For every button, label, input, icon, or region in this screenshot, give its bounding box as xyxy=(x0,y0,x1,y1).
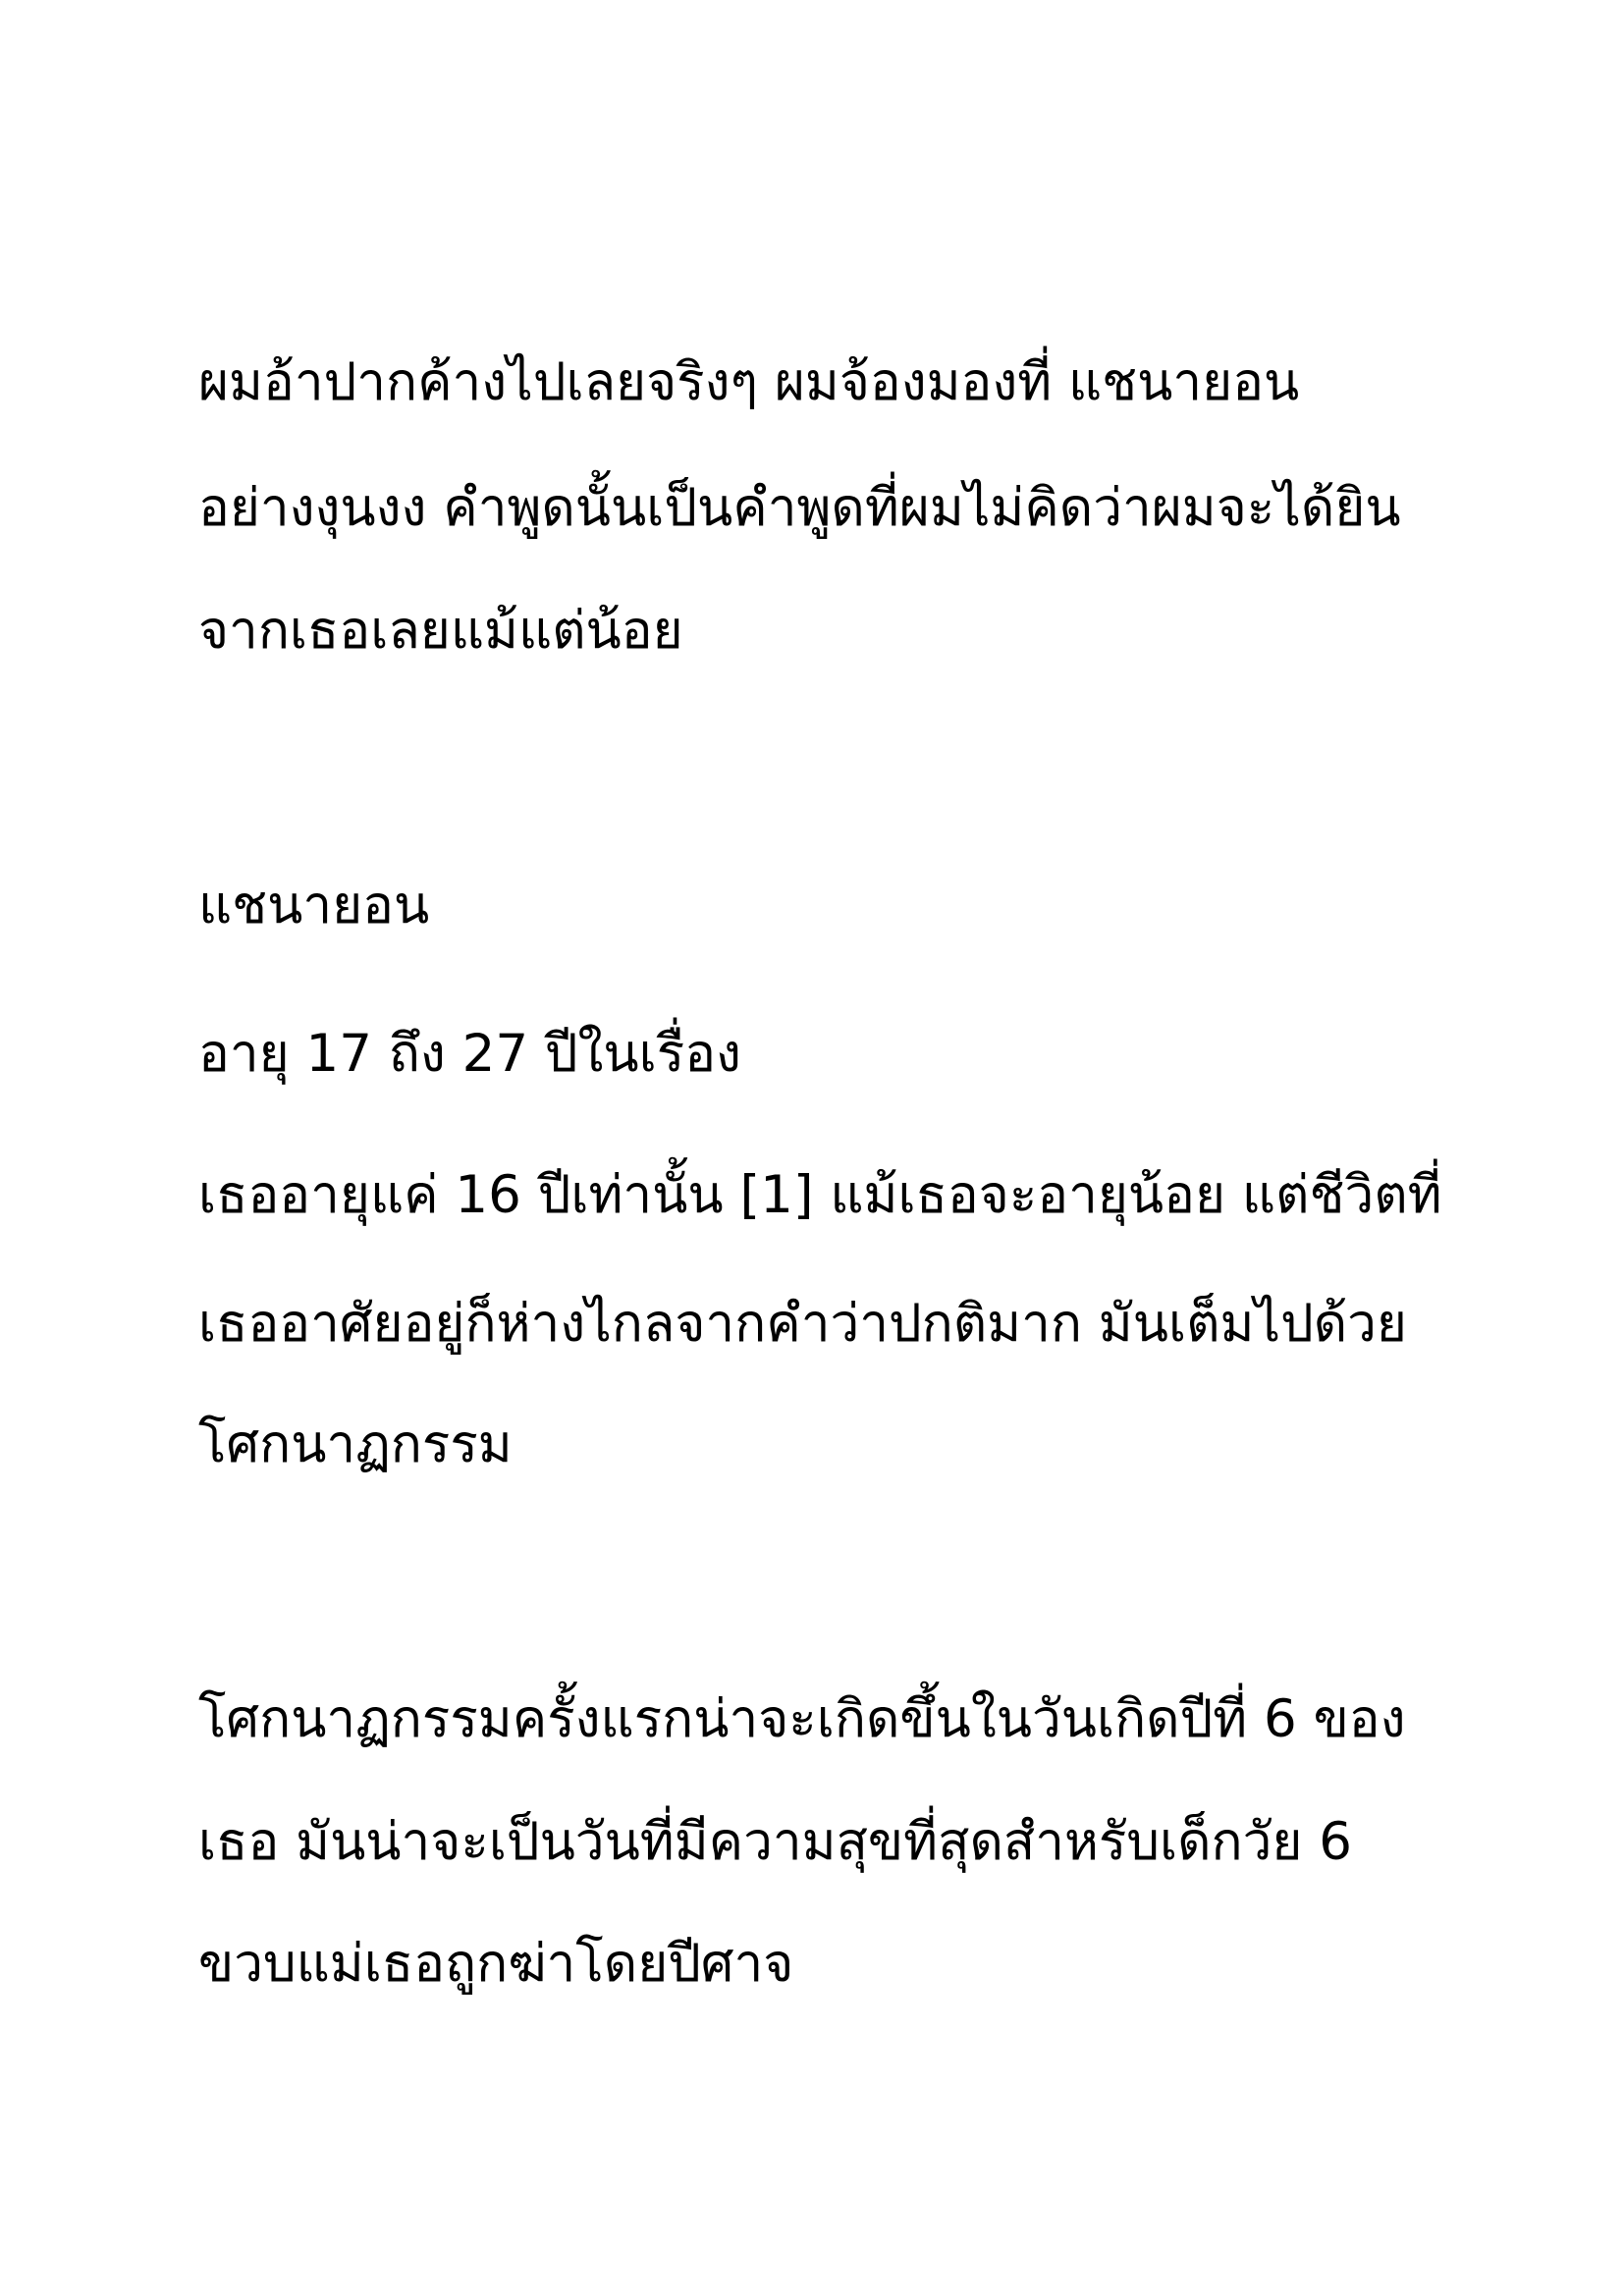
paragraph-5-line-3: ขวบแม่เธอถูกฆ่าโดยปีศาจ xyxy=(198,1934,794,1994)
paragraph-1-line-3: จากเธอเลยแม้แต่น้อย xyxy=(198,601,683,661)
paragraph-5-line-2: เธอ มันน่าจะเป็นวันที่มีความสุขที่สุดสำหรับเด็กวัย 6 xyxy=(198,1812,1353,1872)
paragraph-1-line-2: อย่างงุนงง คำพูดนั้นเป็นคำพูดที่ผมไม่คิดว่าผมจะได้ยิน xyxy=(198,478,1401,538)
paragraph-1-line-1: ผมอ้าปากค้างไปเลยจริงๆ ผมจ้องมองที่ แชนายอน xyxy=(198,352,1300,412)
character-age-line: อายุ 17 ถึง 27 ปีในเรื่อง xyxy=(198,1024,741,1084)
paragraph-4-line-3: โศกนาฏกรรม xyxy=(198,1415,513,1474)
character-name-heading: แชนายอน xyxy=(198,876,430,935)
paragraph-5-line-1: โศกนาฏกรรมครั้งแรกน่าจะเกิดขึ้นในวันเกิดปีที่ 6 ของ xyxy=(198,1689,1406,1749)
paragraph-4-line-2: เธออาศัยอยู่ก็ห่างไกลจากคำว่าปกติมาก มันเต็มไปด้วย xyxy=(198,1294,1407,1354)
paragraph-4-line-1: เธออายุแค่ 16 ปีเท่านั้น [1] แม้เธอจะอายุน้อย แต่ชีวิตที่ xyxy=(198,1165,1442,1225)
